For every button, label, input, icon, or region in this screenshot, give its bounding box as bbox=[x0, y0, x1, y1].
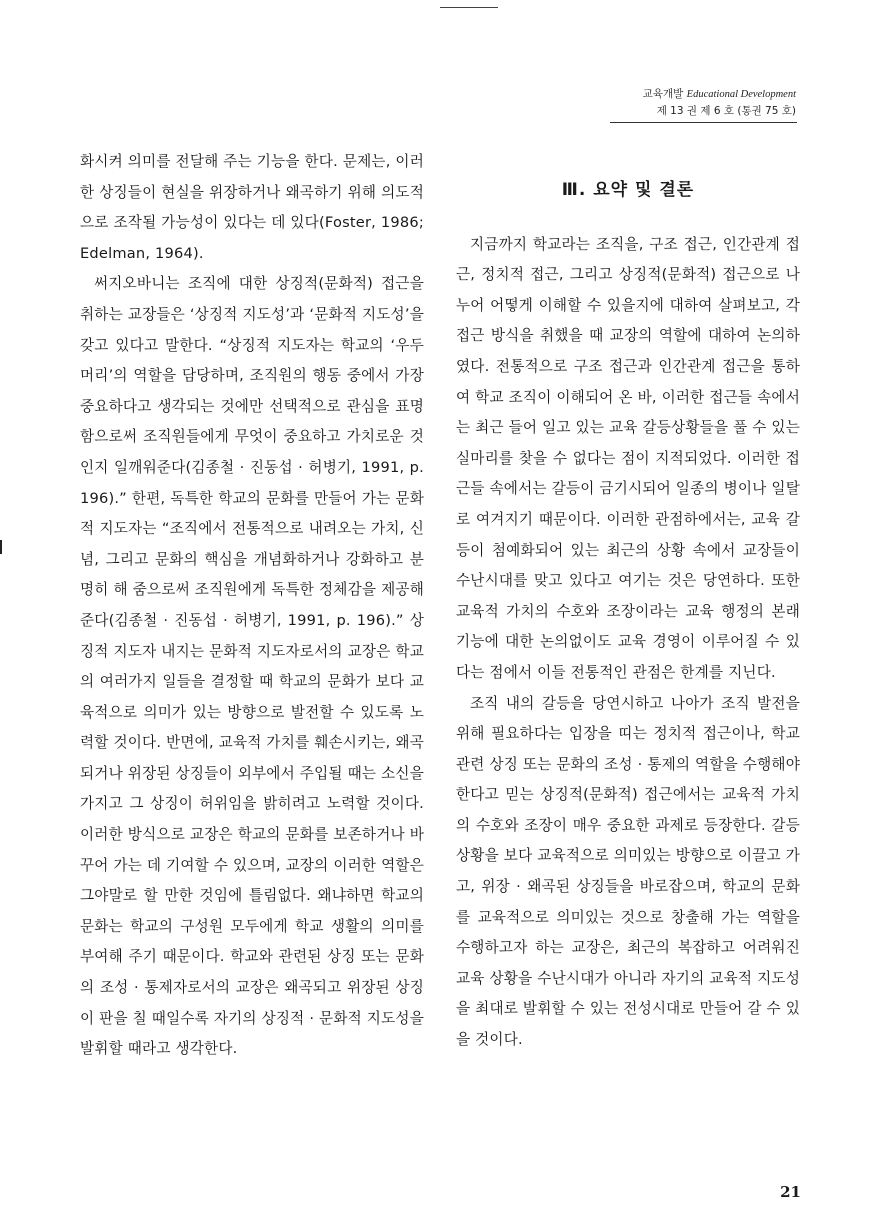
header-rule bbox=[610, 122, 797, 123]
top-rule bbox=[440, 7, 498, 8]
right-paragraph-1: 지금까지 학교라는 조직을, 구조 접근, 인간관계 접근, 정치적 접근, 그리고 상징적(문화적) 접근으로 나누어 어떻게 이해할 수 있을지에 대하여 살펴보고, 각 접근 방식을 취했을 때 교장의 역할에 대하여 논의하였다. 전통적으로 구조 접근과 인간관계 접근을 통하여 학교 조직이 이해되어 온 바, 이러한 접근들 속에서는 최근 들어 일고 있는 교육 갈등상황들을 풀 수 있는 실마리를 찾을 수 없다는 점이 지적되었다. 이러한 접근들 속에서는 갈등이 금기시되어 일종의 병이나 일탈로 여겨지기 때문이다. 이러한 관점하에서는, 교육 갈등이 첨예화되어 있는 최근의 상황 속에서 교장들이 수난시대를 맞고 있다고 여기는 것은 당연하다. 또한 교육적 가치의 수호와 조장이라는 교육 행정의 본래 기능에 대한 논의없이도 교육 경영이 이루어질 수 있다는 점에서 이들 전통적인 관점은 한계를 지닌다. bbox=[456, 235, 800, 681]
left-paragraph-2: 써지오바니는 조직에 대한 상징적(문화적) 접근을 취하는 교장들은 ‘상징적 지도성’과 ‘문화적 지도성’을 갖고 있다고 말한다. “상징적 지도자는 학교의 ‘우두머리’의 역할을 담당하며, 조직원의 행동 중에서 가장 중요하다고 생각되는 것에만 선택적으로 관심을 표명함으로써 조직원들에게 무엇이 중요하고 가치로운 것인지 일깨워준다(김종철 · 진동섭 · 허병기, 1991, p. 196).” 한편, 독특한 학교의 문화를 만들어 가는 문화적 지도자는 “조직에서 전통적으로 내려오는 가치, 신념, 그리고 문화의 핵심을 개념화하거나 강화하고 분명히 해 줌으로써 조직원에게 독특한 정체감을 제공해 준다(김종철 · 진동섭 · 허병기, 1991, p. 196).” 상징적 지도자 내지는 문화적 지도자로서의 교장은 학교의 여러가지 일들을 결정할 때 학교의 문화가 보다 교육적으로 의미가 있는 방향으로 발전할 수 있도록 노력할 것이다. 반면에, 교육적 가치를 훼손시키는, 왜곡되거나 위장된 상징들이 외부에서 주입될 때는 소신을 가지고 그 상징이 허위임을 밝히려고 노력할 것이다. 이러한 방식으로 교장은 학교의 문화를 보존하거나 바꾸어 가는 데 기여할 수 있으며, 교장의 이러한 역할은 그야말로 할 만한 것임에 틀림없다. 왜냐하면 학교의 문화는 학교의 구성원 모두에게 학교 생활의 의미를 부여해 주기 때문이다. 학교와 관련된 상징 또는 문화의 조성 · 통제자로서의 교장은 왜곡되고 위장된 상징이 판을 칠 때일수록 자기의 상징적 · 문화적 지도성을 발휘할 때라고 생각한다. bbox=[80, 275, 424, 1058]
section-heading: Ⅲ. 요약 및 결론 bbox=[561, 180, 695, 200]
left-paragraph-1: 화시켜 의미를 전달해 주는 기능을 한다. 문제는, 이러한 상징들이 현실을 위장하거나 왜곡하기 위해 의도적으로 조작될 가능성이 있다는 데 있다(Foster, 1986; Edelman, 1964). bbox=[80, 153, 424, 262]
running-header bbox=[643, 86, 796, 119]
right-paragraph-2: 조직 내의 갈등을 당연시하고 나아가 조직 발전을 위해 필요하다는 입장을 띠는 정치적 접근이나, 학교 관련 상징 또는 문화의 조성 · 통제의 역할을 수행해야 한다고 믿는 상징적(문화적) 접근에서는 교육적 가치의 수호와 조장이 매우 중요한 과제로 등장한다. 갈등 상황을 보다 교육적으로 의미있는 방향으로 이끌고 가고, 위장 · 왜곡된 상징들을 바로잡으며, 학교의 문화를 교육적으로 의미있는 것으로 창출해 가는 역할을 수행하고자 하는 교장은, 최근의 복잡하고 어려워진 교육 상황을 수난시대가 아니라 자기의 교육적 지도성을 최대로 발휘할 수 있는 전성시대로 만들어 갈 수 있을 것이다. bbox=[456, 694, 800, 1049]
margin-mark bbox=[0, 540, 2, 554]
left-column bbox=[80, 147, 424, 1065]
journal-title-ko: 교육개발 bbox=[642, 88, 684, 100]
journal-title-line bbox=[643, 86, 796, 103]
right-column bbox=[456, 147, 800, 1056]
issue-line: 제 13 권 제 6 호 (통권 75 호) bbox=[656, 105, 796, 117]
page-number: 21 bbox=[780, 1183, 801, 1201]
journal-title-en: Educational Development bbox=[686, 89, 796, 100]
